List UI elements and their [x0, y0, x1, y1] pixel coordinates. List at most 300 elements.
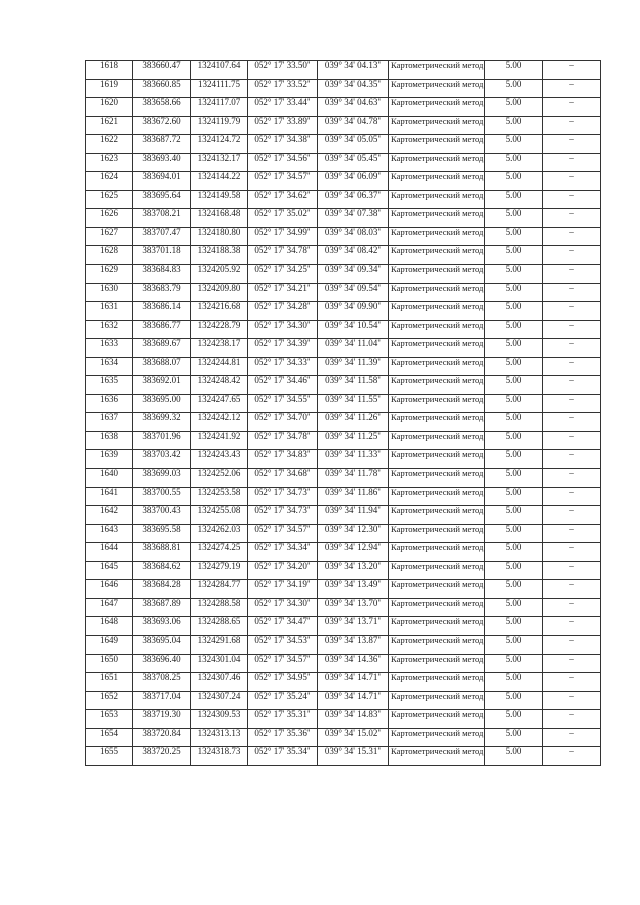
latitude-cell: 052° 17' 34.30" [248, 598, 318, 617]
table-row [86, 190, 601, 209]
latitude-cell: 052° 17' 34.78" [248, 431, 318, 450]
method-cell: Картометрический метод [389, 710, 485, 729]
point-number-cell: 1648 [86, 617, 133, 636]
longitude-cell: 039° 34' 11.33" [318, 450, 389, 469]
point-number-cell: 1637 [86, 413, 133, 432]
table-row [86, 469, 601, 488]
y-coordinate-cell: 1324248.42 [191, 376, 248, 395]
method-cell: Картометрический метод [389, 506, 485, 525]
accuracy-cell: 5.00 [485, 376, 543, 395]
x-coordinate-cell: 383703.42 [133, 450, 191, 469]
table-body [86, 61, 601, 766]
note-cell: – [543, 691, 601, 710]
method-cell: Картометрический метод [389, 543, 485, 562]
point-number-cell: 1621 [86, 116, 133, 135]
y-coordinate-cell: 1324216.68 [191, 302, 248, 321]
method-cell: Картометрический метод [389, 450, 485, 469]
y-coordinate-cell: 1324313.13 [191, 728, 248, 747]
longitude-cell: 039° 34' 13.87" [318, 635, 389, 654]
accuracy-cell: 5.00 [485, 561, 543, 580]
method-cell: Картометрический метод [389, 487, 485, 506]
table-row [86, 61, 601, 80]
longitude-cell: 039° 34' 09.90" [318, 302, 389, 321]
latitude-cell: 052° 17' 34.28" [248, 302, 318, 321]
y-coordinate-cell: 1324252.06 [191, 469, 248, 488]
note-cell: – [543, 580, 601, 599]
accuracy-cell: 5.00 [485, 357, 543, 376]
longitude-cell: 039° 34' 11.78" [318, 469, 389, 488]
accuracy-cell: 5.00 [485, 747, 543, 766]
note-cell: – [543, 98, 601, 117]
method-cell: Картометрический метод [389, 246, 485, 265]
x-coordinate-cell: 383686.14 [133, 302, 191, 321]
accuracy-cell: 5.00 [485, 98, 543, 117]
latitude-cell: 052° 17' 34.70" [248, 413, 318, 432]
accuracy-cell: 5.00 [485, 728, 543, 747]
point-number-cell: 1634 [86, 357, 133, 376]
longitude-cell: 039° 34' 08.03" [318, 227, 389, 246]
x-coordinate-cell: 383660.85 [133, 79, 191, 98]
y-coordinate-cell: 1324301.04 [191, 654, 248, 673]
note-cell: – [543, 431, 601, 450]
point-number-cell: 1644 [86, 543, 133, 562]
table-row [86, 394, 601, 413]
longitude-cell: 039° 34' 09.34" [318, 265, 389, 284]
longitude-cell: 039° 34' 04.63" [318, 98, 389, 117]
point-number-cell: 1630 [86, 283, 133, 302]
note-cell: – [543, 617, 601, 636]
x-coordinate-cell: 383660.47 [133, 61, 191, 80]
point-number-cell: 1624 [86, 172, 133, 191]
note-cell: – [543, 635, 601, 654]
latitude-cell: 052° 17' 34.56" [248, 153, 318, 172]
table-row [86, 728, 601, 747]
x-coordinate-cell: 383717.04 [133, 691, 191, 710]
longitude-cell: 039° 34' 06.37" [318, 190, 389, 209]
point-number-cell: 1652 [86, 691, 133, 710]
point-number-cell: 1647 [86, 598, 133, 617]
table-row [86, 561, 601, 580]
accuracy-cell: 5.00 [485, 654, 543, 673]
longitude-cell: 039° 34' 14.71" [318, 673, 389, 692]
longitude-cell: 039° 34' 11.25" [318, 431, 389, 450]
longitude-cell: 039° 34' 07.38" [318, 209, 389, 228]
latitude-cell: 052° 17' 34.78" [248, 246, 318, 265]
x-coordinate-cell: 383694.01 [133, 172, 191, 191]
latitude-cell: 052° 17' 34.21" [248, 283, 318, 302]
method-cell: Картометрический метод [389, 431, 485, 450]
accuracy-cell: 5.00 [485, 543, 543, 562]
note-cell: – [543, 543, 601, 562]
table-row [86, 506, 601, 525]
note-cell: – [543, 116, 601, 135]
table-row [86, 283, 601, 302]
latitude-cell: 052° 17' 34.99" [248, 227, 318, 246]
note-cell: – [543, 561, 601, 580]
table-row [86, 79, 601, 98]
longitude-cell: 039° 34' 14.83" [318, 710, 389, 729]
y-coordinate-cell: 1324168.48 [191, 209, 248, 228]
table-row [86, 265, 601, 284]
accuracy-cell: 5.00 [485, 506, 543, 525]
longitude-cell: 039° 34' 05.05" [318, 135, 389, 154]
x-coordinate-cell: 383695.58 [133, 524, 191, 543]
accuracy-cell: 5.00 [485, 339, 543, 358]
y-coordinate-cell: 1324288.65 [191, 617, 248, 636]
method-cell: Картометрический метод [389, 673, 485, 692]
longitude-cell: 039° 34' 06.09" [318, 172, 389, 191]
y-coordinate-cell: 1324188.38 [191, 246, 248, 265]
note-cell: – [543, 747, 601, 766]
table-row [86, 339, 601, 358]
y-coordinate-cell: 1324205.92 [191, 265, 248, 284]
longitude-cell: 039° 34' 15.31" [318, 747, 389, 766]
latitude-cell: 052° 17' 34.73" [248, 506, 318, 525]
y-coordinate-cell: 1324132.17 [191, 153, 248, 172]
method-cell: Картометрический метод [389, 394, 485, 413]
latitude-cell: 052° 17' 34.68" [248, 469, 318, 488]
method-cell: Картометрический метод [389, 413, 485, 432]
table-row [86, 691, 601, 710]
point-number-cell: 1646 [86, 580, 133, 599]
point-number-cell: 1635 [86, 376, 133, 395]
table-row [86, 209, 601, 228]
point-number-cell: 1620 [86, 98, 133, 117]
method-cell: Картометрический метод [389, 617, 485, 636]
note-cell: – [543, 487, 601, 506]
table-row [86, 654, 601, 673]
x-coordinate-cell: 383688.07 [133, 357, 191, 376]
y-coordinate-cell: 1324238.17 [191, 339, 248, 358]
method-cell: Картометрический метод [389, 524, 485, 543]
y-coordinate-cell: 1324318.73 [191, 747, 248, 766]
method-cell: Картометрический метод [389, 302, 485, 321]
latitude-cell: 052° 17' 34.53" [248, 635, 318, 654]
point-number-cell: 1628 [86, 246, 133, 265]
y-coordinate-cell: 1324288.58 [191, 598, 248, 617]
x-coordinate-cell: 383720.25 [133, 747, 191, 766]
note-cell: – [543, 654, 601, 673]
note-cell: – [543, 673, 601, 692]
accuracy-cell: 5.00 [485, 302, 543, 321]
coordinates-table [85, 60, 601, 766]
note-cell: – [543, 190, 601, 209]
table-row [86, 580, 601, 599]
method-cell: Картометрический метод [389, 172, 485, 191]
table-row [86, 524, 601, 543]
method-cell: Картометрический метод [389, 153, 485, 172]
point-number-cell: 1629 [86, 265, 133, 284]
table-row [86, 302, 601, 321]
method-cell: Картометрический метод [389, 469, 485, 488]
point-number-cell: 1641 [86, 487, 133, 506]
table-row [86, 135, 601, 154]
table-row [86, 710, 601, 729]
point-number-cell: 1653 [86, 710, 133, 729]
y-coordinate-cell: 1324117.07 [191, 98, 248, 117]
accuracy-cell: 5.00 [485, 283, 543, 302]
table-row [86, 635, 601, 654]
y-coordinate-cell: 1324279.19 [191, 561, 248, 580]
point-number-cell: 1649 [86, 635, 133, 654]
x-coordinate-cell: 383708.21 [133, 209, 191, 228]
point-number-cell: 1632 [86, 320, 133, 339]
note-cell: – [543, 283, 601, 302]
longitude-cell: 039° 34' 11.55" [318, 394, 389, 413]
table-row [86, 116, 601, 135]
accuracy-cell: 5.00 [485, 450, 543, 469]
accuracy-cell: 5.00 [485, 394, 543, 413]
x-coordinate-cell: 383684.28 [133, 580, 191, 599]
x-coordinate-cell: 383701.96 [133, 431, 191, 450]
x-coordinate-cell: 383688.81 [133, 543, 191, 562]
point-number-cell: 1640 [86, 469, 133, 488]
y-coordinate-cell: 1324228.79 [191, 320, 248, 339]
x-coordinate-cell: 383700.55 [133, 487, 191, 506]
method-cell: Картометрический метод [389, 190, 485, 209]
accuracy-cell: 5.00 [485, 431, 543, 450]
y-coordinate-cell: 1324241.92 [191, 431, 248, 450]
x-coordinate-cell: 383699.03 [133, 469, 191, 488]
method-cell: Картометрический метод [389, 747, 485, 766]
y-coordinate-cell: 1324307.24 [191, 691, 248, 710]
x-coordinate-cell: 383684.62 [133, 561, 191, 580]
accuracy-cell: 5.00 [485, 172, 543, 191]
accuracy-cell: 5.00 [485, 487, 543, 506]
note-cell: – [543, 153, 601, 172]
method-cell: Картометрический метод [389, 61, 485, 80]
x-coordinate-cell: 383693.40 [133, 153, 191, 172]
latitude-cell: 052° 17' 35.24" [248, 691, 318, 710]
method-cell: Картометрический метод [389, 654, 485, 673]
accuracy-cell: 5.00 [485, 135, 543, 154]
method-cell: Картометрический метод [389, 209, 485, 228]
note-cell: – [543, 524, 601, 543]
longitude-cell: 039° 34' 13.70" [318, 598, 389, 617]
point-number-cell: 1626 [86, 209, 133, 228]
accuracy-cell: 5.00 [485, 190, 543, 209]
point-number-cell: 1633 [86, 339, 133, 358]
y-coordinate-cell: 1324124.72 [191, 135, 248, 154]
table-row [86, 747, 601, 766]
latitude-cell: 052° 17' 34.95" [248, 673, 318, 692]
x-coordinate-cell: 383687.72 [133, 135, 191, 154]
y-coordinate-cell: 1324291.68 [191, 635, 248, 654]
method-cell: Картометрический метод [389, 98, 485, 117]
method-cell: Картометрический метод [389, 116, 485, 135]
x-coordinate-cell: 383695.04 [133, 635, 191, 654]
x-coordinate-cell: 383686.77 [133, 320, 191, 339]
point-number-cell: 1639 [86, 450, 133, 469]
table-row [86, 598, 601, 617]
method-cell: Картометрический метод [389, 357, 485, 376]
table-row [86, 172, 601, 191]
latitude-cell: 052° 17' 34.57" [248, 172, 318, 191]
note-cell: – [543, 61, 601, 80]
note-cell: – [543, 469, 601, 488]
note-cell: – [543, 728, 601, 747]
latitude-cell: 052° 17' 34.47" [248, 617, 318, 636]
latitude-cell: 052° 17' 34.19" [248, 580, 318, 599]
point-number-cell: 1631 [86, 302, 133, 321]
x-coordinate-cell: 383695.00 [133, 394, 191, 413]
latitude-cell: 052° 17' 33.50" [248, 61, 318, 80]
accuracy-cell: 5.00 [485, 598, 543, 617]
y-coordinate-cell: 1324144.22 [191, 172, 248, 191]
x-coordinate-cell: 383701.18 [133, 246, 191, 265]
method-cell: Картометрический метод [389, 598, 485, 617]
point-number-cell: 1655 [86, 747, 133, 766]
method-cell: Картометрический метод [389, 265, 485, 284]
table-row [86, 487, 601, 506]
table-row [86, 98, 601, 117]
method-cell: Картометрический метод [389, 635, 485, 654]
y-coordinate-cell: 1324243.43 [191, 450, 248, 469]
x-coordinate-cell: 383700.43 [133, 506, 191, 525]
y-coordinate-cell: 1324284.77 [191, 580, 248, 599]
latitude-cell: 052° 17' 35.34" [248, 747, 318, 766]
latitude-cell: 052° 17' 34.83" [248, 450, 318, 469]
point-number-cell: 1623 [86, 153, 133, 172]
longitude-cell: 039° 34' 05.45" [318, 153, 389, 172]
y-coordinate-cell: 1324119.79 [191, 116, 248, 135]
note-cell: – [543, 320, 601, 339]
note-cell: – [543, 209, 601, 228]
y-coordinate-cell: 1324255.08 [191, 506, 248, 525]
table-row [86, 153, 601, 172]
table-row [86, 431, 601, 450]
method-cell: Картометрический метод [389, 339, 485, 358]
accuracy-cell: 5.00 [485, 227, 543, 246]
accuracy-cell: 5.00 [485, 580, 543, 599]
longitude-cell: 039° 34' 11.26" [318, 413, 389, 432]
x-coordinate-cell: 383699.32 [133, 413, 191, 432]
table-row [86, 617, 601, 636]
table-row [86, 246, 601, 265]
latitude-cell: 052° 17' 35.02" [248, 209, 318, 228]
accuracy-cell: 5.00 [485, 413, 543, 432]
accuracy-cell: 5.00 [485, 710, 543, 729]
accuracy-cell: 5.00 [485, 246, 543, 265]
method-cell: Картометрический метод [389, 135, 485, 154]
point-number-cell: 1622 [86, 135, 133, 154]
x-coordinate-cell: 383695.64 [133, 190, 191, 209]
note-cell: – [543, 376, 601, 395]
x-coordinate-cell: 383689.67 [133, 339, 191, 358]
method-cell: Картометрический метод [389, 227, 485, 246]
point-number-cell: 1618 [86, 61, 133, 80]
point-number-cell: 1625 [86, 190, 133, 209]
longitude-cell: 039° 34' 04.13" [318, 61, 389, 80]
latitude-cell: 052° 17' 34.57" [248, 654, 318, 673]
accuracy-cell: 5.00 [485, 153, 543, 172]
accuracy-cell: 5.00 [485, 524, 543, 543]
longitude-cell: 039° 34' 15.02" [318, 728, 389, 747]
method-cell: Картометрический метод [389, 283, 485, 302]
y-coordinate-cell: 1324111.75 [191, 79, 248, 98]
note-cell: – [543, 598, 601, 617]
point-number-cell: 1627 [86, 227, 133, 246]
point-number-cell: 1638 [86, 431, 133, 450]
longitude-cell: 039° 34' 11.58" [318, 376, 389, 395]
latitude-cell: 052° 17' 35.36" [248, 728, 318, 747]
x-coordinate-cell: 383693.06 [133, 617, 191, 636]
x-coordinate-cell: 383687.89 [133, 598, 191, 617]
table-row [86, 450, 601, 469]
point-number-cell: 1651 [86, 673, 133, 692]
y-coordinate-cell: 1324209.80 [191, 283, 248, 302]
accuracy-cell: 5.00 [485, 469, 543, 488]
point-number-cell: 1636 [86, 394, 133, 413]
point-number-cell: 1650 [86, 654, 133, 673]
longitude-cell: 039° 34' 14.71" [318, 691, 389, 710]
y-coordinate-cell: 1324274.25 [191, 543, 248, 562]
y-coordinate-cell: 1324107.64 [191, 61, 248, 80]
method-cell: Картометрический метод [389, 728, 485, 747]
note-cell: – [543, 172, 601, 191]
longitude-cell: 039° 34' 13.49" [318, 580, 389, 599]
x-coordinate-cell: 383672.60 [133, 116, 191, 135]
latitude-cell: 052° 17' 33.52" [248, 79, 318, 98]
x-coordinate-cell: 383707.47 [133, 227, 191, 246]
note-cell: – [543, 135, 601, 154]
longitude-cell: 039° 34' 12.30" [318, 524, 389, 543]
longitude-cell: 039° 34' 11.86" [318, 487, 389, 506]
method-cell: Картометрический метод [389, 691, 485, 710]
latitude-cell: 052° 17' 33.89" [248, 116, 318, 135]
table-row [86, 227, 601, 246]
longitude-cell: 039° 34' 13.71" [318, 617, 389, 636]
latitude-cell: 052° 17' 34.55" [248, 394, 318, 413]
latitude-cell: 052° 17' 34.57" [248, 524, 318, 543]
method-cell: Картометрический метод [389, 79, 485, 98]
note-cell: – [543, 265, 601, 284]
longitude-cell: 039° 34' 09.54" [318, 283, 389, 302]
point-number-cell: 1645 [86, 561, 133, 580]
y-coordinate-cell: 1324244.81 [191, 357, 248, 376]
note-cell: – [543, 394, 601, 413]
latitude-cell: 052° 17' 34.20" [248, 561, 318, 580]
x-coordinate-cell: 383692.01 [133, 376, 191, 395]
note-cell: – [543, 79, 601, 98]
accuracy-cell: 5.00 [485, 691, 543, 710]
note-cell: – [543, 302, 601, 321]
longitude-cell: 039° 34' 10.54" [318, 320, 389, 339]
accuracy-cell: 5.00 [485, 79, 543, 98]
x-coordinate-cell: 383684.83 [133, 265, 191, 284]
longitude-cell: 039° 34' 13.20" [318, 561, 389, 580]
note-cell: – [543, 710, 601, 729]
latitude-cell: 052° 17' 34.39" [248, 339, 318, 358]
accuracy-cell: 5.00 [485, 61, 543, 80]
longitude-cell: 039° 34' 12.94" [318, 543, 389, 562]
accuracy-cell: 5.00 [485, 635, 543, 654]
longitude-cell: 039° 34' 04.35" [318, 79, 389, 98]
x-coordinate-cell: 383683.79 [133, 283, 191, 302]
y-coordinate-cell: 1324180.80 [191, 227, 248, 246]
method-cell: Картометрический метод [389, 376, 485, 395]
method-cell: Картометрический метод [389, 561, 485, 580]
note-cell: – [543, 506, 601, 525]
longitude-cell: 039° 34' 04.78" [318, 116, 389, 135]
table-row [86, 673, 601, 692]
note-cell: – [543, 450, 601, 469]
note-cell: – [543, 357, 601, 376]
longitude-cell: 039° 34' 11.04" [318, 339, 389, 358]
note-cell: – [543, 413, 601, 432]
accuracy-cell: 5.00 [485, 320, 543, 339]
accuracy-cell: 5.00 [485, 209, 543, 228]
